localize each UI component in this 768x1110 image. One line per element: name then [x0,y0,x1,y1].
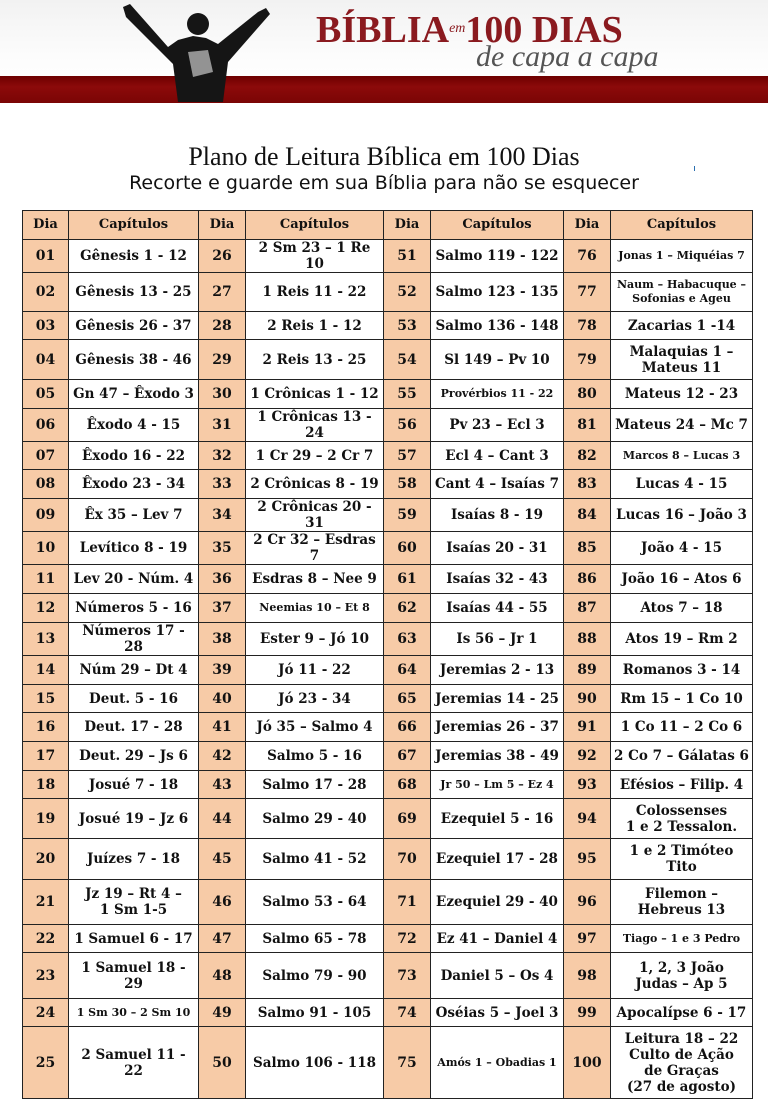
chapters-cell: 2 Cr 32 – Esdras 7 [246,532,384,565]
table-row [23,771,753,799]
table-row [23,594,753,623]
day-number: 66 [384,713,431,742]
day-number: 95 [564,839,611,880]
day-number: 25 [23,1027,69,1099]
day-number: 89 [564,656,611,685]
day-number: 16 [23,713,69,742]
chapters-cell: Gênesis 13 - 25 [69,273,199,312]
day-number: 85 [564,532,611,565]
chapters-cell: Zacarias 1 -14 [611,312,753,340]
table-row [23,1027,753,1099]
day-number: 34 [199,499,246,532]
day-number: 58 [384,470,431,499]
chapters-cell: Rm 15 – 1 Co 10 [611,685,753,713]
table-row [23,380,753,409]
day-number: 63 [384,623,431,656]
day-number: 35 [199,532,246,565]
page-title: Plano de Leitura Bíblica em 100 Dias [188,142,580,171]
day-number: 75 [384,1027,431,1099]
chapters-cell: Atos 7 – 18 [611,594,753,623]
chapters-cell: Deut. 5 - 16 [69,685,199,713]
day-number: 27 [199,273,246,312]
table-row [23,532,753,565]
chapters-cell: Sl 149 – Pv 10 [431,340,564,380]
table-row [23,565,753,594]
chapters-cell: 2 Samuel 11 - 22 [69,1027,199,1099]
day-number: 32 [199,442,246,470]
chapters-cell: Leitura 18 – 22 Culto de Ação de Graças (27 de agosto) [611,1027,753,1099]
day-number: 46 [199,880,246,925]
day-number: 69 [384,799,431,839]
chapters-cell: Isaías 44 - 55 [431,594,564,623]
day-number: 93 [564,771,611,799]
chapters-cell: Josué 7 - 18 [69,771,199,799]
day-number: 79 [564,340,611,380]
day-number: 39 [199,656,246,685]
day-number: 26 [199,240,246,273]
chapters-cell: 2 Sm 23 – 1 Re 10 [246,240,384,273]
chapters-cell: 1 e 2 Timóteo Tito [611,839,753,880]
day-number: 61 [384,565,431,594]
day-number: 09 [23,499,69,532]
day-number: 60 [384,532,431,565]
chapters-cell: Deut. 29 – Js 6 [69,742,199,771]
day-number: 97 [564,925,611,953]
chapters-cell: Isaías 32 - 43 [431,565,564,594]
day-number: 30 [199,380,246,409]
chapters-cell: Salmo 119 - 122 [431,240,564,273]
day-number: 37 [199,594,246,623]
chapters-cell: Ezequiel 29 - 40 [431,880,564,925]
day-number: 70 [384,839,431,880]
day-number: 54 [384,340,431,380]
day-number: 88 [564,623,611,656]
chapters-cell: 1 Samuel 18 - 29 [69,953,199,999]
chapters-cell: Jz 19 – Rt 4 – 1 Sm 1-5 [69,880,199,925]
day-number: 62 [384,594,431,623]
table-row [23,685,753,713]
table-row [23,799,753,839]
header-capitulos: Capítulos [69,211,199,240]
table-row [23,925,753,953]
chapters-cell: Romanos 3 - 14 [611,656,753,685]
chapters-cell: Cant 4 – Isaías 7 [431,470,564,499]
day-number: 31 [199,409,246,442]
day-number: 68 [384,771,431,799]
table-row [23,623,753,656]
table-row [23,442,753,470]
day-number: 71 [384,880,431,925]
day-number: 96 [564,880,611,925]
chapters-cell: Números 17 - 28 [69,623,199,656]
chapters-cell: João 16 – Atos 6 [611,565,753,594]
table-header-row [23,211,753,240]
day-number: 04 [23,340,69,380]
chapters-cell: Salmo 29 - 40 [246,799,384,839]
day-number: 06 [23,409,69,442]
chapters-cell: 2 Reis 1 - 12 [246,312,384,340]
reading-plan-table [22,210,753,1099]
chapters-cell: 1, 2, 3 João Judas – Ap 5 [611,953,753,999]
day-number: 28 [199,312,246,340]
day-number: 05 [23,380,69,409]
day-number: 82 [564,442,611,470]
header-capitulos: Capítulos [611,211,753,240]
day-number: 40 [199,685,246,713]
chapters-cell: Salmo 91 - 105 [246,999,384,1027]
chapters-cell: Ecl 4 – Cant 3 [431,442,564,470]
day-number: 80 [564,380,611,409]
day-number: 55 [384,380,431,409]
day-number: 43 [199,771,246,799]
chapters-cell: Atos 19 – Rm 2 [611,623,753,656]
day-number: 33 [199,470,246,499]
chapters-cell: 2 Reis 13 - 25 [246,340,384,380]
day-number: 57 [384,442,431,470]
table-row [23,880,753,925]
chapters-cell: Salmo 65 - 78 [246,925,384,953]
day-number: 22 [23,925,69,953]
table-row [23,340,753,380]
chapters-cell: Ester 9 – Jó 10 [246,623,384,656]
chapters-cell: Salmo 123 - 135 [431,273,564,312]
day-number: 13 [23,623,69,656]
day-number: 03 [23,312,69,340]
chapters-cell: Oséias 5 – Joel 3 [431,999,564,1027]
chapters-cell: 2 Co 7 – Gálatas 6 [611,742,753,771]
chapters-cell: Levítico 8 - 19 [69,532,199,565]
chapters-cell: Lev 20 - Núm. 4 [69,565,199,594]
day-number: 64 [384,656,431,685]
chapters-cell: Malaquias 1 – Mateus 11 [611,340,753,380]
chapters-cell: Daniel 5 – Os 4 [431,953,564,999]
day-number: 51 [384,240,431,273]
banner-red-stripe [0,76,768,103]
table-row [23,839,753,880]
day-number: 20 [23,839,69,880]
chapters-cell: Jeremias 38 - 49 [431,742,564,771]
chapters-cell: 1 Reis 11 - 22 [246,273,384,312]
table-row [23,999,753,1027]
chapters-cell: Provérbios 11 - 22 [431,380,564,409]
day-number: 01 [23,240,69,273]
day-number: 91 [564,713,611,742]
day-number: 42 [199,742,246,771]
day-number: 56 [384,409,431,442]
day-number: 77 [564,273,611,312]
header-dia: Dia [384,211,431,240]
chapters-cell: Mateus 12 - 23 [611,380,753,409]
header-capitulos: Capítulos [431,211,564,240]
day-number: 100 [564,1027,611,1099]
day-number: 15 [23,685,69,713]
chapters-cell: Êxodo 23 - 34 [69,470,199,499]
table-row [23,312,753,340]
day-number: 90 [564,685,611,713]
table-row [23,953,753,999]
chapters-cell: Salmo 79 - 90 [246,953,384,999]
chapters-cell: Ezequiel 5 - 16 [431,799,564,839]
chapters-cell: Jó 23 - 34 [246,685,384,713]
chapters-cell: Núm 29 – Dt 4 [69,656,199,685]
table-row [23,656,753,685]
day-number: 29 [199,340,246,380]
chapters-cell: 2 Crônicas 8 - 19 [246,470,384,499]
day-number: 50 [199,1027,246,1099]
chapters-cell: Gênesis 26 - 37 [69,312,199,340]
day-number: 84 [564,499,611,532]
day-number: 83 [564,470,611,499]
chapters-cell: 1 Co 11 – 2 Co 6 [611,713,753,742]
chapters-cell: Jeremias 2 - 13 [431,656,564,685]
day-number: 21 [23,880,69,925]
chapters-cell: Marcos 8 – Lucas 3 [611,442,753,470]
chapters-cell: Lucas 4 - 15 [611,470,753,499]
day-number: 24 [23,999,69,1027]
day-number: 73 [384,953,431,999]
day-number: 49 [199,999,246,1027]
logo-title: $BÍBLIA^{em}100$ DIAS [316,9,623,51]
chapters-cell: Ez 41 – Daniel 4 [431,925,564,953]
header-dia: Dia [564,211,611,240]
chapters-cell: Ezequiel 17 - 28 [431,839,564,880]
chapters-cell: 1 Crônicas 1 - 12 [246,380,384,409]
day-number: 02 [23,273,69,312]
day-number: 76 [564,240,611,273]
chapters-cell: Jeremias 14 - 25 [431,685,564,713]
day-number: 48 [199,953,246,999]
chapters-cell: Deut. 17 - 28 [69,713,199,742]
day-number: 38 [199,623,246,656]
day-number: 99 [564,999,611,1027]
chapters-cell: 1 Crônicas 13 - 24 [246,409,384,442]
day-number: 11 [23,565,69,594]
day-number: 10 [23,532,69,565]
chapters-cell: Jr 50 – Lm 5 – Ez 4 [431,771,564,799]
table-row [23,470,753,499]
chapters-cell: Josué 19 – Jz 6 [69,799,199,839]
chapters-cell: Salmo 5 - 16 [246,742,384,771]
day-number: 44 [199,799,246,839]
chapters-cell: Colossenses 1 e 2 Tessalon. [611,799,753,839]
chapters-cell: Amós 1 – Obadias 1 [431,1027,564,1099]
day-number: 12 [23,594,69,623]
day-number: 92 [564,742,611,771]
worshipper-silhouette-icon [118,2,283,102]
logo-tagline: de capa a capa [476,40,659,73]
chapters-cell: Mateus 24 – Mc 7 [611,409,753,442]
table-row [23,240,753,273]
chapters-cell: Gênesis 1 - 12 [69,240,199,273]
chapters-cell: Jeremias 26 - 37 [431,713,564,742]
day-number: 45 [199,839,246,880]
header-dia: Dia [199,211,246,240]
chapters-cell: Números 5 - 16 [69,594,199,623]
chapters-cell: Salmo 41 - 52 [246,839,384,880]
table-row [23,273,753,312]
day-number: 67 [384,742,431,771]
day-number: 23 [23,953,69,999]
day-number: 72 [384,925,431,953]
header-banner [0,0,768,103]
table-row [23,409,753,442]
chapters-cell: Is 56 – Jr 1 [431,623,564,656]
chapters-cell: Salmo 53 - 64 [246,880,384,925]
chapters-cell: Juízes 7 - 18 [69,839,199,880]
day-number: 81 [564,409,611,442]
day-number: 74 [384,999,431,1027]
chapters-cell: Lucas 16 – João 3 [611,499,753,532]
day-number: 59 [384,499,431,532]
chapters-cell: Jó 35 – Salmo 4 [246,713,384,742]
chapters-cell: 1 Cr 29 – 2 Cr 7 [246,442,384,470]
chapters-cell: Salmo 17 - 28 [246,771,384,799]
chapters-cell: 1 Sm 30 – 2 Sm 10 [69,999,199,1027]
chapters-cell: Êxodo 4 - 15 [69,409,199,442]
day-number: 94 [564,799,611,839]
chapters-cell: Gn 47 – Êxodo 3 [69,380,199,409]
day-number: 53 [384,312,431,340]
day-number: 86 [564,565,611,594]
chapters-cell: Jonas 1 – Miquéias 7 [611,240,753,273]
chapters-cell: 2 Crônicas 20 - 31 [246,499,384,532]
chapters-cell: Êxodo 16 - 22 [69,442,199,470]
day-number: 65 [384,685,431,713]
day-number: 07 [23,442,69,470]
chapters-cell: Filemon – Hebreus 13 [611,880,753,925]
chapters-cell: João 4 - 15 [611,532,753,565]
day-number: 87 [564,594,611,623]
chapters-cell: Neemias 10 – Et 8 [246,594,384,623]
day-number: 17 [23,742,69,771]
chapters-cell: Êx 35 – Lev 7 [69,499,199,532]
day-number: 14 [23,656,69,685]
chapters-cell: Salmo 106 - 118 [246,1027,384,1099]
day-number: 19 [23,799,69,839]
header-capitulos: Capítulos [246,211,384,240]
table-row [23,713,753,742]
header-dia: Dia [23,211,69,240]
chapters-cell: Pv 23 – Ecl 3 [431,409,564,442]
chapters-cell: Isaías 20 - 31 [431,532,564,565]
chapters-cell: Salmo 136 - 148 [431,312,564,340]
chapters-cell: 1 Samuel 6 - 17 [69,925,199,953]
chapters-cell: Efésios – Filip. 4 [611,771,753,799]
table-row [23,499,753,532]
day-number: 52 [384,273,431,312]
chapters-cell: Naum – Habacuque – Sofonias e Ageu [611,273,753,312]
day-number: 18 [23,771,69,799]
day-number: 78 [564,312,611,340]
page-subtitle: Recorte e guarde em sua Bíblia para não se esquecer [129,172,639,194]
day-number: 47 [199,925,246,953]
stray-mark [694,166,695,171]
chapters-cell: Gênesis 38 - 46 [69,340,199,380]
table-row [23,742,753,771]
day-number: 98 [564,953,611,999]
day-number: 36 [199,565,246,594]
chapters-cell: Jó 11 - 22 [246,656,384,685]
chapters-cell: Apocalípse 6 - 17 [611,999,753,1027]
day-number: 41 [199,713,246,742]
chapters-cell: Esdras 8 – Nee 9 [246,565,384,594]
day-number: 08 [23,470,69,499]
chapters-cell: Isaías 8 - 19 [431,499,564,532]
chapters-cell: Tiago – 1 e 3 Pedro [611,925,753,953]
